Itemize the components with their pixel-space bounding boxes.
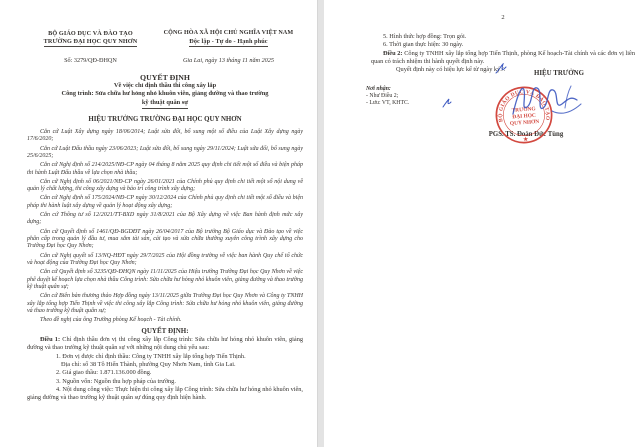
page-number: 2 <box>501 14 505 21</box>
stamp-center-line1: TRƯỜNG <box>511 106 536 114</box>
star-icon: ★ <box>522 135 529 144</box>
item-contract-type: 5. Hình thức hợp đồng: Trọn gói. <box>383 33 467 40</box>
decision-subtitle: Về việc chỉ định thầu thi công xây lắp <box>113 81 217 89</box>
document-number: Số: 3279/QĐ-ĐHQN <box>64 56 117 64</box>
project-name-line: Công trình: Sửa chữa hư hỏng nhỏ khuôn viên, giảng đường và thao trường <box>61 90 269 98</box>
recital-line: Căn cứ Luật Đấu thầu ngày 23/06/2023; Luật sửa đổi, bổ sung ngày 29/11/2024; Luật sửa đổi, bổ sung ngày 25/6/2025; <box>27 145 303 159</box>
article-1 <box>27 336 303 353</box>
article-1-label: Điều 1: <box>40 336 61 344</box>
item-funding: 3. Nguồn vốn: Nguồn thu hợp pháp của trường. <box>56 377 176 385</box>
decision-title: QUYẾT ĐỊNH <box>140 72 190 82</box>
recital-line: Căn cứ Luật Xây dựng ngày 18/06/2014; Luật sửa đổi, bổ sung một số điều của Luật Xây dựng ngày 17/6/2020; <box>27 128 303 143</box>
recital-line: Căn cứ Thông tư số 12/2021/TT-BXD ngày 31/8/2021 của Bộ Xây dựng về việc Ban hành định mức xây dựng; <box>27 212 303 226</box>
item-contractor: 1. Đơn vị được chỉ định thầu: Công ty TNHH xây lắp tổng hợp Tiến Thịnh. <box>56 352 246 360</box>
item-scope: 4. Nội dung công việc: Thực hiện thi công xây lắp Công trình: Sửa chữa hư hỏng nhỏ khuôn viên, giảng đường và thao trường kỹ thuật quân sự đúng quy định hiện hành. <box>27 385 303 402</box>
stamp-ring-text: BỘ GIÁO DỤC VÀ ĐÀO TẠO <box>497 89 551 123</box>
national-header <box>27 30 303 64</box>
republic-header-block <box>154 30 303 64</box>
recital-line: Căn cứ Quyết định số 3235/QĐ-ĐHQN ngày 11/11/2025 của Hiệu trưởng Trường Đại học Quy Nhơn về việc phê duyệt kế hoạch lựa chọn nhà thầu Công trình: Sửa chữa hư hỏng nhỏ khuôn viên, giảng đường và thao trường kỹ thuật quân sự; <box>27 269 303 291</box>
signer-name: PGS. TS. Đoàn Đức Tùng <box>488 131 564 138</box>
initial-mark-icon <box>494 63 508 75</box>
stamp-center-line2: ĐẠI HỌC <box>512 112 537 121</box>
national-motto: Độc lập - Tự do - Hạnh phúc <box>189 38 267 47</box>
recipients-line: - Như Điều 2; <box>366 93 399 100</box>
university-name: TRƯỜNG ĐẠI HỌC QUY NHƠN <box>44 38 138 47</box>
ministry-name: BỘ GIÁO DỤC VÀ ĐÀO TẠO <box>48 30 133 37</box>
recital-line: Căn cứ Biên bản thương thảo Hợp đồng ngày 13/11/2025 giữa Trường Đại học Quy Nhơn và Công ty TNHH xây lắp tổng hợp Tiến Thịnh về việc thi công xây lắp Công trình: Sửa chữa hư hỏng nhỏ khuôn viên, giảng đường và thao trường kỹ thuật quân sự; <box>27 293 303 315</box>
place-date-line: Gia Lai, ngày 13 tháng 11 năm 2025 <box>182 56 274 64</box>
country-title: CỘNG HÒA XÃ HỘI CHỦ NGHĨA VIỆT NAM <box>163 30 294 36</box>
article-1-items <box>27 353 303 403</box>
recipients-line: - Lưu: VT, KHTC. <box>366 100 410 107</box>
item-price: 2. Giá giao thầu: 1.871.136.000 đồng. <box>56 369 152 377</box>
document-page-2 <box>324 0 640 447</box>
article-2-label: Điều 2: <box>383 49 403 57</box>
document-title-block <box>27 73 303 109</box>
item-address: Địa chỉ: số 38 Tô Hiến Thành, phường Quy Nhơn Nam, tỉnh Gia Lai. <box>61 361 236 369</box>
recital-line: Căn cứ Nghị định số 214/2025/NĐ-CP ngày 04 tháng 8 năm 2025 quy định chi tiết một số điều và biện pháp thi hành Luật Đấu thầu về lựa chọn nhà thầu; <box>27 162 303 176</box>
issuing-agency-block <box>27 30 154 64</box>
article-2-text: Công ty TNHH xây lắp tổng hợp Tiến Thịnh, phòng Kế hoạch-Tài chính và các đơn vị liên quan có trách nhiệm thi hành quyết định này. <box>371 49 635 65</box>
stamp-center-line3: QUY NHƠN <box>509 118 540 127</box>
legal-recitals <box>27 129 303 325</box>
decides-heading: QUYẾT ĐỊNH: <box>141 326 189 335</box>
issuer-title: HIỆU TRƯỞNG TRƯỜNG ĐẠI HỌC QUY NHƠN <box>88 115 242 123</box>
signer-title: HIỆU TRƯỞNG <box>534 70 584 77</box>
recipients-block <box>366 86 409 108</box>
page-gap-divider <box>317 0 324 447</box>
recital-line: Căn cứ Nghị định số 06/2021/NĐ-CP ngày 26/01/2021 của Chính phủ quy định chi tiết một số nội dung về quản lý chất lượng, thi công xây dựng và bảo trì công trình xây dựng; <box>27 178 303 193</box>
effectiveness-line: Quyết định này có hiệu lực kể từ ngày ký./. <box>396 66 506 74</box>
recital-line: Theo đề nghị của ông Trưởng phòng Kế hoạch - Tài chính. <box>40 317 182 324</box>
recital-line: Căn cứ Nghị định số 175/2024/NĐ-CP ngày 30/12/2024 của Chính phủ quy định chi tiết một số điều và biện pháp thi hành luật xây dựng về quản lý hoạt động xây dựng; <box>27 195 303 209</box>
recital-line: Căn cứ Quyết định số 1461/QĐ-BGDĐT ngày 26/04/2017 của Bộ trưởng Bộ Giáo dục và Đào tạo về việc phân cấp trong quản lý đầu tư, mua sắm tài sản, cải tạo và sửa chữa thường xuyên công trình xây dựng cho Trường Đại học Quy Nhơn; <box>27 228 303 250</box>
item-duration: 6. Thời gian thực hiện: 30 ngày. <box>383 41 464 49</box>
recital-line: Căn cứ Nghị quyết số 13/NQ-HĐT ngày 29/7/2025 của Hội đồng trường về việc ban hành Quy chế tổ chức và hoạt động của Trường Đại học Quy Nhơn; <box>27 252 303 267</box>
signature-ink <box>508 78 586 122</box>
initial-mark-icon <box>441 98 453 109</box>
recipients-label: Nơi nhận: <box>366 86 391 92</box>
document-page-1 <box>0 0 317 447</box>
article-1-text: Chỉ định thầu đơn vị thi công xây lắp Công trình: Sửa chữa hư hỏng nhỏ khuôn viên, giảng đường và thao trường kỹ thuật quân sự với những nội dung chủ yếu sau: <box>27 336 303 352</box>
project-name-line2: kỹ thuật quân sự <box>142 99 188 109</box>
